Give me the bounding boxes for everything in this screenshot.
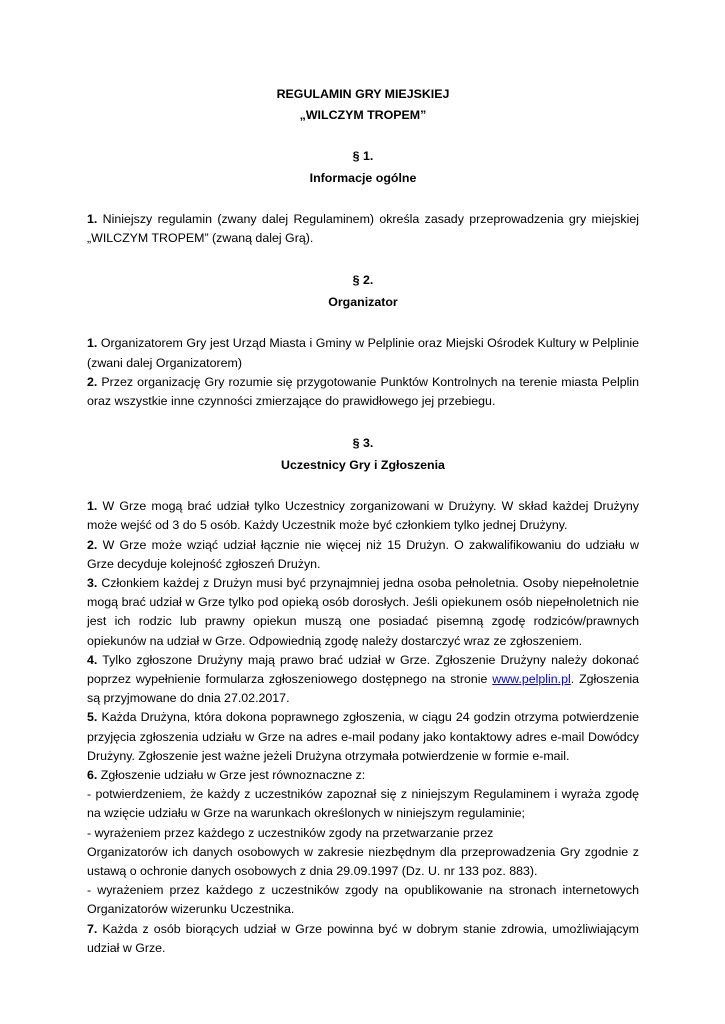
- section-number: § 1.: [352, 149, 374, 163]
- paragraph: [87, 881, 639, 919]
- paragraph-text: Organizatorów ich danych osobowych w zakresie niezbędnym dla przeprowadzenia Gry zgodnie z ustawą o ochronie danych osobowych z dnia 29.09.1997 (Dz. U. nr 133 poz. 883).: [87, 844, 639, 879]
- section-heading: Uczestnicy Gry i Zgłoszenia: [281, 458, 445, 473]
- paragraph-text: - wyrażeniem przez każdego z uczestników zgody na przetwarzanie przez: [87, 825, 494, 840]
- section-2-header: [87, 269, 639, 313]
- section-number: § 3.: [352, 436, 374, 451]
- paragraph-text: - potwierdzeniem, że każdy z uczestników zapoznał się z niniejszym Regulaminem i wyraża zgodę na wzięcie udziału w Grze na warunkach określonych w niniejszym regulaminie;: [87, 787, 639, 821]
- paragraph-text: Każda Drużyna, która dokona poprawnego zgłoszenia, w ciągu 24 godzin otrzyma potwierdzenie przyjęcia zgłoszenia udziału w Grze na adres e-mail podany jako kontaktowy adres e-mail Dowódcy Drużyny. Zgłoszenie jest ważne jeżeli Drużyna otrzymała potwierdzenie w formie e-mail.: [87, 710, 639, 763]
- website-link[interactable]: www.pelplin.pl: [492, 672, 571, 687]
- paragraph-number: 3.: [87, 576, 98, 591]
- document-title: [87, 84, 639, 126]
- paragraph-text-after-link: . Zgłoszenia są przyjmowane do dnia 27.02.2017.: [87, 672, 639, 706]
- paragraph-text: - wyrażeniem przez każdego z uczestników zgody na opublikowanie na stronach internetowych Organizatorów wizerunku Uczestnika.: [87, 883, 639, 917]
- paragraph: [87, 497, 639, 535]
- paragraph: [87, 210, 639, 248]
- paragraph-number: 6.: [87, 768, 98, 783]
- title-line-2: „WILCZYM TROPEM”: [299, 108, 427, 122]
- section-heading: Organizator: [328, 295, 398, 310]
- paragraph-text: Członkiem każdej z Drużyn musi być przynajmniej jedna osoba pełnoletnia. Osoby niepełnoletnie mogą brać udział w Grze tylko pod opieką osób dorosłych. Jeśli opiekunem osób niepełnoletnich nie jest ich rodzic lub prawny opiekun muszą one posiadać pisemną zgodę rodziców/prawnych opiekunów na udział w Grze. Odpowiednią zgodę należy dostarczyć wraz ze zgłoszeniem.: [87, 576, 639, 648]
- paragraph: [87, 920, 639, 958]
- paragraph-text: Niniejszy regulamin (zwany dalej Regulaminem) określa zasady przeprowadzenia gry miejskiej „WILCZYM TROPEM” (zwaną dalej Grą).: [87, 212, 639, 246]
- paragraph-number: 1.: [87, 336, 98, 351]
- paragraph-number: 2.: [87, 537, 98, 552]
- paragraph-number: 1.: [87, 499, 98, 514]
- paragraph: [87, 708, 639, 766]
- paragraph-number: 5.: [87, 710, 98, 725]
- section-heading: Informacje ogólne: [309, 171, 417, 185]
- paragraph-number: 1.: [87, 212, 98, 226]
- paragraph: [87, 536, 639, 574]
- paragraph-text: Zgłoszenie udziału w Grze jest równoznaczne z:: [97, 768, 366, 783]
- paragraph-text: Organizatorem Gry jest Urząd Miasta i Gminy w Pelplinie oraz Miejski Ośrodek Kultury w Pelplinie (zwani dalej Organizatorem): [87, 336, 639, 370]
- paragraph: [87, 766, 639, 785]
- paragraph: [87, 843, 639, 881]
- paragraph: [87, 651, 639, 709]
- section-3-header: [87, 432, 639, 476]
- paragraph: [87, 334, 639, 372]
- paragraph-text: W Grze mogą brać udział tylko Uczestnicy zorganizowani w Drużyny. W skład każdej Drużyny może wejść od 3 do 5 osób. Każdy Uczestnik może być członkiem tylko jednej Drużyny.: [87, 499, 639, 533]
- section-1-header: [87, 145, 639, 189]
- paragraph: [87, 785, 639, 823]
- paragraph: [87, 373, 639, 411]
- section-number: § 2.: [352, 273, 374, 288]
- paragraph-number: 2.: [87, 374, 98, 389]
- paragraph-number: 4.: [87, 652, 98, 667]
- paragraph-text: Przez organizację Gry rozumie się przygotowanie Punktów Kontrolnych na terenie miasta Pelplin oraz wszystkie inne czynności zmierzające do prawidłowego jej przebiegu.: [87, 374, 639, 409]
- paragraph-text: Każda z osób biorących udział w Grze powinna być w dobrym stanie zdrowia, umożliwiającym udział w Grze.: [87, 921, 639, 955]
- paragraph: [87, 574, 639, 651]
- paragraph-text: Tylko zgłoszone Drużyny mają prawo brać udział w Grze. Zgłoszenie Drużyny należy dokonać poprzez wypełnienie formularza zgłoszeniowego dostępnego na stronie: [87, 652, 639, 687]
- paragraph-number: 7.: [87, 921, 98, 936]
- paragraph-text: W Grze może wziąć udział łącznie nie więcej niż 15 Drużyn. O zakwalifikowaniu do udziału w Grze decyduje kolejność zgłoszeń Drużyn.: [87, 537, 639, 571]
- paragraph: [87, 824, 639, 843]
- title-line-1: REGULAMIN GRY MIEJSKIEJ: [276, 87, 450, 101]
- document-content: [87, 84, 639, 958]
